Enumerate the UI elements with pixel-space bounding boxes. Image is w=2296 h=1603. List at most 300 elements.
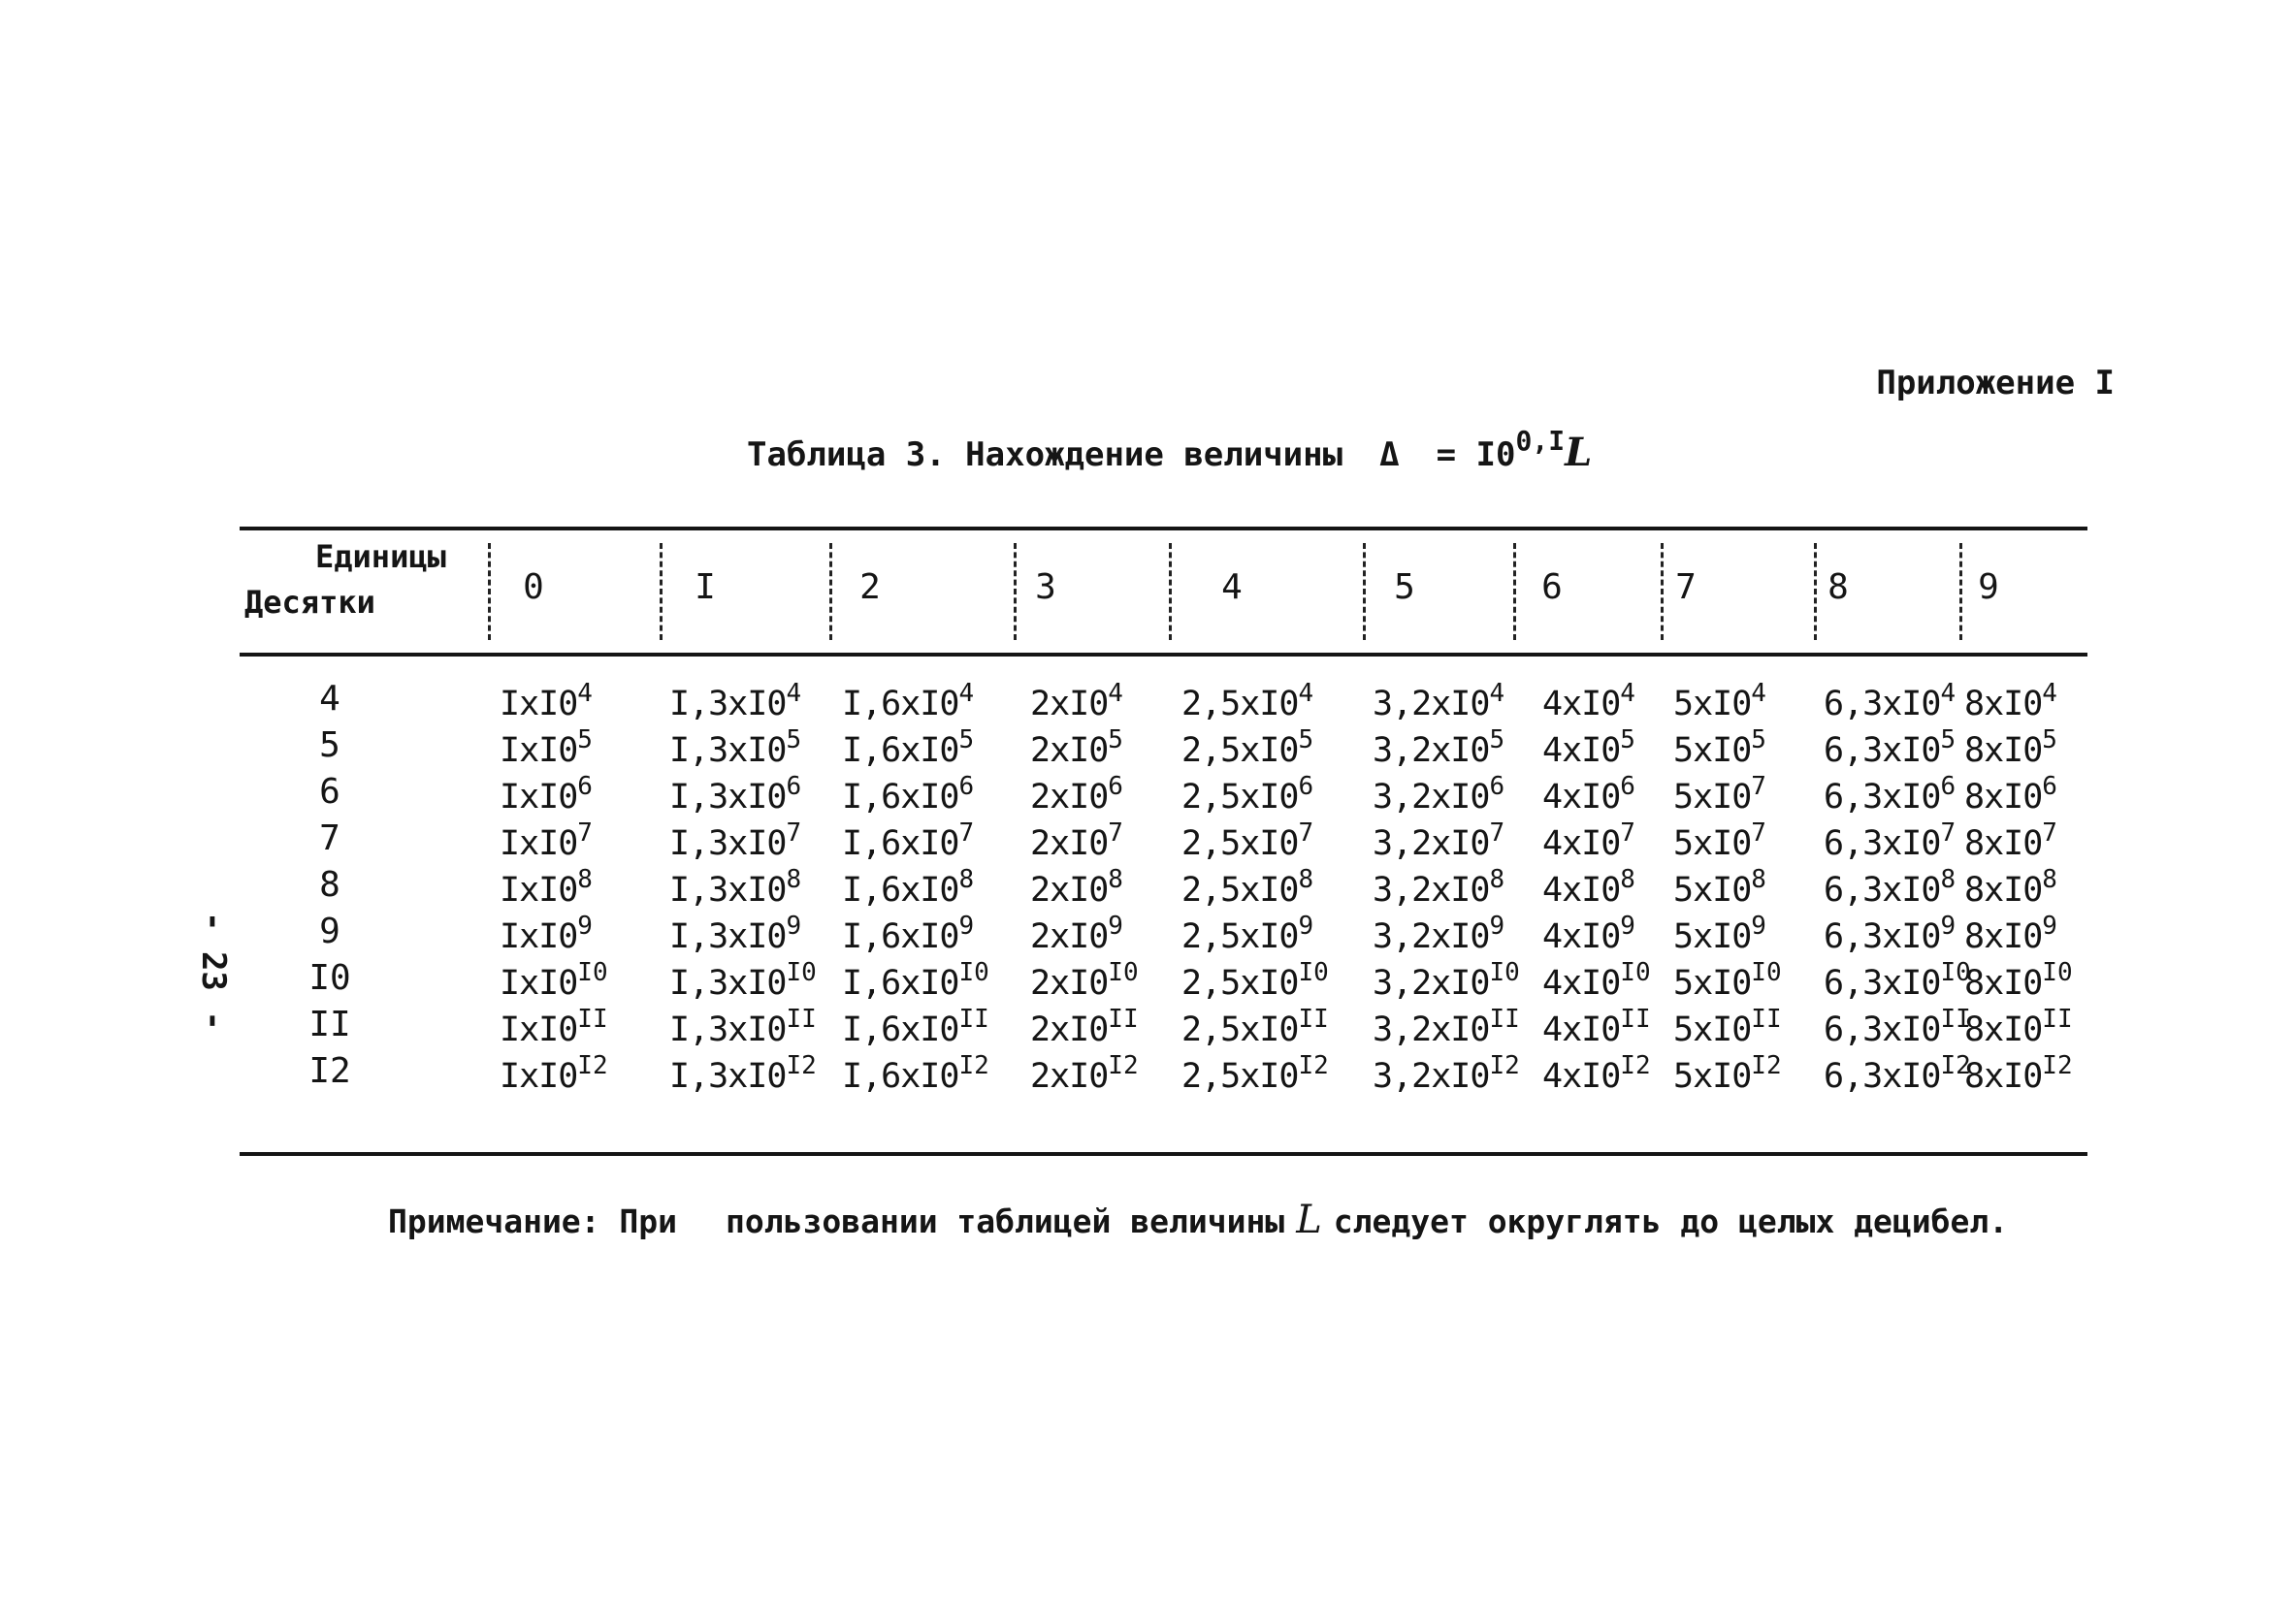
cell-exponent: 8 xyxy=(958,865,975,894)
cell-mantissa: 6,3xI0 xyxy=(1824,685,1941,723)
table-cell xyxy=(1673,679,1766,723)
cell-mantissa: 6,3xI0 xyxy=(1824,1057,1941,1096)
table-cell xyxy=(842,725,974,770)
cell-exponent: 7 xyxy=(1751,818,1766,848)
table-cell xyxy=(1373,772,1504,817)
cell-exponent: 9 xyxy=(577,912,593,941)
cell-mantissa: I,3xI0 xyxy=(669,871,787,910)
cell-mantissa: 2xI0 xyxy=(1030,824,1109,863)
table-cell xyxy=(842,912,974,956)
cell-exponent: I2 xyxy=(786,1051,817,1080)
cell-exponent: II xyxy=(1751,1005,1782,1034)
appendix-label: Приложение I xyxy=(1876,364,2115,402)
table-cell xyxy=(1373,865,1504,910)
table-cell xyxy=(669,818,801,863)
cell-exponent: II xyxy=(577,1005,608,1034)
column-header: 0 xyxy=(523,567,544,607)
cell-mantissa: 3,2xI0 xyxy=(1373,1057,1490,1096)
cell-mantissa: 3,2xI0 xyxy=(1373,871,1490,910)
cell-mantissa: 8xI0 xyxy=(1964,685,2043,723)
column-header: 6 xyxy=(1541,567,1563,607)
cell-exponent: 9 xyxy=(786,912,802,941)
table-cell xyxy=(1542,679,1635,723)
cell-exponent: 4 xyxy=(1108,679,1123,708)
cell-exponent: I2 xyxy=(1620,1051,1651,1080)
cell-exponent: 7 xyxy=(577,818,593,848)
cell-exponent: 6 xyxy=(577,772,593,801)
table-title xyxy=(747,425,1592,475)
column-header: 2 xyxy=(859,567,881,607)
cell-mantissa: 4xI0 xyxy=(1542,1057,1621,1096)
table-cell xyxy=(500,1051,608,1096)
cell-mantissa: 5xI0 xyxy=(1673,685,1752,723)
column-header: 5 xyxy=(1394,567,1415,607)
table-cell xyxy=(1373,818,1504,863)
cell-mantissa: 6,3xI0 xyxy=(1824,731,1941,770)
table-cell xyxy=(1824,1005,1971,1049)
table-cell xyxy=(1181,1051,1329,1096)
table-cell xyxy=(1030,725,1123,770)
cell-exponent: II xyxy=(1108,1005,1139,1034)
cell-mantissa: I,3xI0 xyxy=(669,917,787,956)
cell-exponent: 5 xyxy=(1940,725,1956,754)
note-middle: пользовании таблицей величины xyxy=(726,1202,1285,1240)
cell-exponent: 8 xyxy=(1108,865,1123,894)
cell-mantissa: 2,5xI0 xyxy=(1181,685,1299,723)
cell-mantissa: 2xI0 xyxy=(1030,1057,1109,1096)
cell-exponent: 5 xyxy=(786,725,802,754)
cell-mantissa: 6,3xI0 xyxy=(1824,778,1941,817)
cell-exponent: I2 xyxy=(958,1051,989,1080)
title-l-symbol: L xyxy=(1565,430,1593,475)
cell-mantissa: IxI0 xyxy=(500,1010,578,1049)
header-column-separator xyxy=(1169,543,1181,640)
cell-mantissa: 5xI0 xyxy=(1673,1057,1752,1096)
cell-exponent: 6 xyxy=(958,772,975,801)
column-header: 7 xyxy=(1675,567,1697,607)
cell-mantissa: 2xI0 xyxy=(1030,778,1109,817)
table-cell xyxy=(1542,1051,1651,1096)
cell-mantissa: 5xI0 xyxy=(1673,778,1752,817)
table-cell xyxy=(1373,679,1504,723)
title-base: I0 xyxy=(1475,435,1516,474)
table-cell xyxy=(500,958,608,1003)
table-bottom-rule xyxy=(240,1152,2087,1156)
cell-exponent: 8 xyxy=(577,865,593,894)
cell-exponent: 6 xyxy=(1298,772,1314,801)
cell-mantissa: 2,5xI0 xyxy=(1181,731,1299,770)
table-cell xyxy=(1824,725,1956,770)
cell-mantissa: 3,2xI0 xyxy=(1373,824,1490,863)
cell-exponent: I2 xyxy=(1751,1051,1782,1080)
table-cell xyxy=(1542,772,1635,817)
cell-mantissa: 2,5xI0 xyxy=(1181,824,1299,863)
cell-mantissa: 8xI0 xyxy=(1964,871,2043,910)
table-cell xyxy=(842,865,974,910)
cell-exponent: I0 xyxy=(1751,958,1782,987)
cell-mantissa: 3,2xI0 xyxy=(1373,731,1490,770)
table-cell xyxy=(500,1005,608,1049)
table-cell xyxy=(1542,1005,1651,1049)
cell-exponent: 8 xyxy=(1620,865,1635,894)
table-cell xyxy=(1673,958,1782,1003)
cell-exponent: 5 xyxy=(2042,725,2057,754)
cell-mantissa: 8xI0 xyxy=(1964,1010,2043,1049)
cell-exponent: 8 xyxy=(2042,865,2057,894)
table-cell xyxy=(1673,1005,1782,1049)
cell-mantissa: 4xI0 xyxy=(1542,871,1621,910)
cell-mantissa: 4xI0 xyxy=(1542,731,1621,770)
cell-mantissa: I,3xI0 xyxy=(669,778,787,817)
cell-mantissa: 5xI0 xyxy=(1673,917,1752,956)
table-cell xyxy=(1030,772,1123,817)
table-cell xyxy=(1030,958,1139,1003)
cell-mantissa: 2xI0 xyxy=(1030,685,1109,723)
row-label: 7 xyxy=(319,818,340,858)
cell-mantissa: 5xI0 xyxy=(1673,1010,1752,1049)
table-cell xyxy=(1181,865,1313,910)
column-header: 9 xyxy=(1978,567,1999,607)
table-cell xyxy=(1824,772,1956,817)
cell-mantissa: I,3xI0 xyxy=(669,824,787,863)
cell-exponent: 7 xyxy=(1108,818,1123,848)
cell-exponent: 5 xyxy=(1751,725,1766,754)
row-label: II xyxy=(308,1005,351,1044)
cell-exponent: II xyxy=(958,1005,989,1034)
cell-mantissa: I,6xI0 xyxy=(842,871,959,910)
table-cell xyxy=(500,772,593,817)
table-cell xyxy=(500,679,593,723)
cell-mantissa: 3,2xI0 xyxy=(1373,964,1490,1003)
row-label: 4 xyxy=(319,679,340,719)
cell-mantissa: 2,5xI0 xyxy=(1181,1010,1299,1049)
cell-mantissa: I,6xI0 xyxy=(842,1010,959,1049)
table-header-rule xyxy=(240,653,2087,657)
table-cell xyxy=(1673,865,1766,910)
cell-mantissa: I,6xI0 xyxy=(842,1057,959,1096)
row-label: 5 xyxy=(319,725,340,765)
cell-exponent: II xyxy=(1298,1005,1329,1034)
cell-mantissa: I,6xI0 xyxy=(842,824,959,863)
table-cell xyxy=(1824,679,1956,723)
cell-mantissa: I,6xI0 xyxy=(842,685,959,723)
cell-exponent: I0 xyxy=(958,958,989,987)
table-cell xyxy=(1373,725,1504,770)
cell-exponent: 8 xyxy=(1751,865,1766,894)
cell-exponent: 7 xyxy=(2042,818,2057,848)
table-cell xyxy=(669,865,801,910)
cell-mantissa: 6,3xI0 xyxy=(1824,917,1941,956)
cell-exponent: I0 xyxy=(786,958,817,987)
cell-mantissa: 5xI0 xyxy=(1673,824,1752,863)
cell-exponent: 9 xyxy=(1751,912,1766,941)
cell-exponent: 8 xyxy=(1940,865,1956,894)
cell-exponent: 9 xyxy=(1940,912,1956,941)
cell-exponent: II xyxy=(1940,1005,1971,1034)
row-label: 8 xyxy=(319,865,340,905)
table-cell xyxy=(1373,912,1504,956)
table-cell xyxy=(1964,912,2057,956)
note-l-symbol: L xyxy=(1296,1198,1322,1242)
cell-mantissa: I,6xI0 xyxy=(842,778,959,817)
cell-mantissa: 4xI0 xyxy=(1542,1010,1621,1049)
cell-exponent: I0 xyxy=(1620,958,1651,987)
table-cell xyxy=(669,1005,817,1049)
column-header: 4 xyxy=(1221,567,1243,607)
table-cell xyxy=(1181,958,1329,1003)
table-cell xyxy=(1964,818,2057,863)
cell-mantissa: I,3xI0 xyxy=(669,731,787,770)
cell-exponent: 9 xyxy=(1489,912,1505,941)
table-note xyxy=(388,1198,2008,1242)
cell-exponent: I0 xyxy=(577,958,608,987)
cell-mantissa: 2xI0 xyxy=(1030,917,1109,956)
cell-exponent: 8 xyxy=(1489,865,1505,894)
cell-mantissa: IxI0 xyxy=(500,871,578,910)
cell-exponent: 6 xyxy=(786,772,802,801)
cell-exponent: 9 xyxy=(958,912,975,941)
row-label: 6 xyxy=(319,772,340,812)
table-cell xyxy=(1673,772,1766,817)
header-units-label: Единицы xyxy=(315,538,446,575)
cell-exponent: 9 xyxy=(1620,912,1635,941)
cell-mantissa: 6,3xI0 xyxy=(1824,964,1941,1003)
cell-exponent: 6 xyxy=(2042,772,2057,801)
table-cell xyxy=(842,772,974,817)
table-cell xyxy=(1824,865,1956,910)
cell-exponent: 7 xyxy=(1940,818,1956,848)
cell-mantissa: 4xI0 xyxy=(1542,917,1621,956)
cell-mantissa: IxI0 xyxy=(500,731,578,770)
cell-mantissa: 5xI0 xyxy=(1673,964,1752,1003)
cell-mantissa: IxI0 xyxy=(500,964,578,1003)
column-header: 8 xyxy=(1827,567,1849,607)
cell-exponent: 5 xyxy=(577,725,593,754)
cell-exponent: 9 xyxy=(2042,912,2057,941)
cell-mantissa: 4xI0 xyxy=(1542,685,1621,723)
table-cell xyxy=(1030,1051,1139,1096)
cell-exponent: 6 xyxy=(1940,772,1956,801)
cell-exponent: 5 xyxy=(1489,725,1505,754)
cell-mantissa: 3,2xI0 xyxy=(1373,778,1490,817)
table-cell xyxy=(842,958,989,1003)
cell-mantissa: 8xI0 xyxy=(1964,824,2043,863)
cell-mantissa: I,6xI0 xyxy=(842,917,959,956)
cell-exponent: 6 xyxy=(1620,772,1635,801)
cell-exponent: 7 xyxy=(1298,818,1314,848)
cell-exponent: II xyxy=(2042,1005,2073,1034)
cell-exponent: 5 xyxy=(958,725,975,754)
cell-mantissa: 8xI0 xyxy=(1964,731,2043,770)
table-cell xyxy=(1964,1051,2073,1096)
cell-exponent: 4 xyxy=(1489,679,1505,708)
table-cell xyxy=(1964,679,2057,723)
cell-exponent: I2 xyxy=(2042,1051,2073,1080)
table-cell xyxy=(1964,772,2057,817)
row-label: I2 xyxy=(308,1051,351,1091)
cell-mantissa: I,3xI0 xyxy=(669,685,787,723)
cell-mantissa: 6,3xI0 xyxy=(1824,1010,1941,1049)
cell-exponent: I2 xyxy=(1940,1051,1971,1080)
cell-exponent: I2 xyxy=(1298,1051,1329,1080)
table-cell xyxy=(1373,958,1520,1003)
cell-mantissa: 2,5xI0 xyxy=(1181,1057,1299,1096)
table-cell xyxy=(1964,865,2057,910)
page-number: - 23 - xyxy=(194,912,233,1031)
table-cell xyxy=(1181,772,1313,817)
cell-exponent: 9 xyxy=(1108,912,1123,941)
cell-exponent: 4 xyxy=(786,679,802,708)
cell-mantissa: IxI0 xyxy=(500,824,578,863)
table-cell xyxy=(1964,1005,2073,1049)
table-cell xyxy=(669,912,801,956)
note-tail: следует округлять до целых децибел. xyxy=(1333,1202,2009,1240)
cell-exponent: 6 xyxy=(1108,772,1123,801)
cell-mantissa: 2xI0 xyxy=(1030,1010,1109,1049)
cell-exponent: 7 xyxy=(958,818,975,848)
cell-mantissa: I,6xI0 xyxy=(842,731,959,770)
cell-exponent: 7 xyxy=(786,818,802,848)
table-cell xyxy=(1824,818,1956,863)
row-label: I0 xyxy=(308,958,351,998)
cell-mantissa: I,3xI0 xyxy=(669,1057,787,1096)
cell-exponent: 4 xyxy=(2042,679,2057,708)
cell-exponent: 8 xyxy=(1298,865,1314,894)
table-cell xyxy=(1542,725,1635,770)
cell-exponent: I2 xyxy=(1489,1051,1520,1080)
table-top-rule xyxy=(240,527,2087,530)
table-cell xyxy=(1673,725,1766,770)
title-exponent: 0,I xyxy=(1515,425,1566,457)
table-cell xyxy=(1181,912,1313,956)
table-cell xyxy=(1030,679,1123,723)
table-cell xyxy=(1824,958,1971,1003)
cell-exponent: 7 xyxy=(1751,772,1766,801)
cell-mantissa: 2,5xI0 xyxy=(1181,917,1299,956)
note-lead: Примечание: При xyxy=(388,1202,678,1240)
header-tens-label: Десятки xyxy=(244,584,375,621)
cell-exponent: II xyxy=(1620,1005,1651,1034)
cell-mantissa: 3,2xI0 xyxy=(1373,917,1490,956)
cell-mantissa: IxI0 xyxy=(500,778,578,817)
cell-mantissa: 5xI0 xyxy=(1673,731,1752,770)
cell-mantissa: 6,3xI0 xyxy=(1824,871,1941,910)
table-cell xyxy=(1542,865,1635,910)
cell-exponent: I0 xyxy=(1298,958,1329,987)
table-cell xyxy=(1030,818,1123,863)
table-cell xyxy=(1964,725,2057,770)
table-cell xyxy=(842,1051,989,1096)
table-cell xyxy=(1373,1005,1520,1049)
table-cell xyxy=(669,679,801,723)
table-cell xyxy=(1181,1005,1329,1049)
cell-mantissa: 4xI0 xyxy=(1542,964,1621,1003)
cell-exponent: 8 xyxy=(786,865,802,894)
cell-mantissa: 8xI0 xyxy=(1964,778,2043,817)
cell-mantissa: 8xI0 xyxy=(1964,964,2043,1003)
table-cell xyxy=(1673,818,1766,863)
table-cell xyxy=(1964,958,2073,1003)
table-cell xyxy=(1030,912,1123,956)
table-cell xyxy=(842,818,974,863)
cell-mantissa: 2,5xI0 xyxy=(1181,778,1299,817)
cell-mantissa: 6,3xI0 xyxy=(1824,824,1941,863)
cell-mantissa: 2,5xI0 xyxy=(1181,964,1299,1003)
cell-exponent: I2 xyxy=(1108,1051,1139,1080)
table-cell xyxy=(1542,958,1651,1003)
cell-mantissa: 2xI0 xyxy=(1030,964,1109,1003)
table-cell xyxy=(842,1005,989,1049)
table-cell xyxy=(500,912,593,956)
cell-exponent: II xyxy=(1489,1005,1520,1034)
title-prefix: Таблица 3. Нахождение величины xyxy=(747,435,1343,474)
cell-exponent: 4 xyxy=(577,679,593,708)
cell-exponent: 9 xyxy=(1298,912,1314,941)
table-cell xyxy=(669,958,817,1003)
cell-mantissa: IxI0 xyxy=(500,685,578,723)
cell-exponent: II xyxy=(786,1005,817,1034)
cell-mantissa: I,6xI0 xyxy=(842,964,959,1003)
cell-exponent: 6 xyxy=(1489,772,1505,801)
cell-mantissa: 4xI0 xyxy=(1542,778,1621,817)
table-cell xyxy=(1824,1051,1971,1096)
table-cell xyxy=(669,772,801,817)
table-cell xyxy=(500,865,593,910)
cell-exponent: 4 xyxy=(1940,679,1956,708)
table-cell xyxy=(1181,679,1313,723)
table-cell xyxy=(1673,912,1766,956)
cell-exponent: 4 xyxy=(1751,679,1766,708)
cell-exponent: 5 xyxy=(1298,725,1314,754)
cell-mantissa: I,3xI0 xyxy=(669,1010,787,1049)
table-cell xyxy=(1373,1051,1520,1096)
cell-exponent: I0 xyxy=(1108,958,1139,987)
cell-mantissa: I,3xI0 xyxy=(669,964,787,1003)
table-cell xyxy=(500,725,593,770)
table-cell xyxy=(500,818,593,863)
cell-exponent: 5 xyxy=(1108,725,1123,754)
cell-mantissa: 2,5xI0 xyxy=(1181,871,1299,910)
table-cell xyxy=(1673,1051,1782,1096)
cell-exponent: 4 xyxy=(1298,679,1314,708)
table-cell xyxy=(1030,865,1123,910)
cell-mantissa: IxI0 xyxy=(500,917,578,956)
table-cell xyxy=(1542,912,1635,956)
column-header: I xyxy=(695,567,716,607)
cell-mantissa: 2xI0 xyxy=(1030,731,1109,770)
cell-mantissa: 2xI0 xyxy=(1030,871,1109,910)
cell-exponent: 4 xyxy=(1620,679,1635,708)
cell-exponent: I0 xyxy=(1489,958,1520,987)
table-cell xyxy=(1824,912,1956,956)
cell-exponent: I0 xyxy=(2042,958,2073,987)
cell-mantissa: 5xI0 xyxy=(1673,871,1752,910)
cell-mantissa: 3,2xI0 xyxy=(1373,685,1490,723)
table-cell xyxy=(1030,1005,1139,1049)
table-cell xyxy=(842,679,974,723)
column-header: 3 xyxy=(1035,567,1056,607)
cell-exponent: 7 xyxy=(1489,818,1505,848)
table-cell xyxy=(669,1051,817,1096)
table-cell xyxy=(1542,818,1635,863)
cell-mantissa: 8xI0 xyxy=(1964,1057,2043,1096)
cell-mantissa: 4xI0 xyxy=(1542,824,1621,863)
cell-exponent: I0 xyxy=(1940,958,1971,987)
row-label: 9 xyxy=(319,912,340,951)
cell-exponent: 5 xyxy=(1620,725,1635,754)
delta-symbol: Δ xyxy=(1379,435,1400,474)
cell-mantissa: 8xI0 xyxy=(1964,917,2043,956)
